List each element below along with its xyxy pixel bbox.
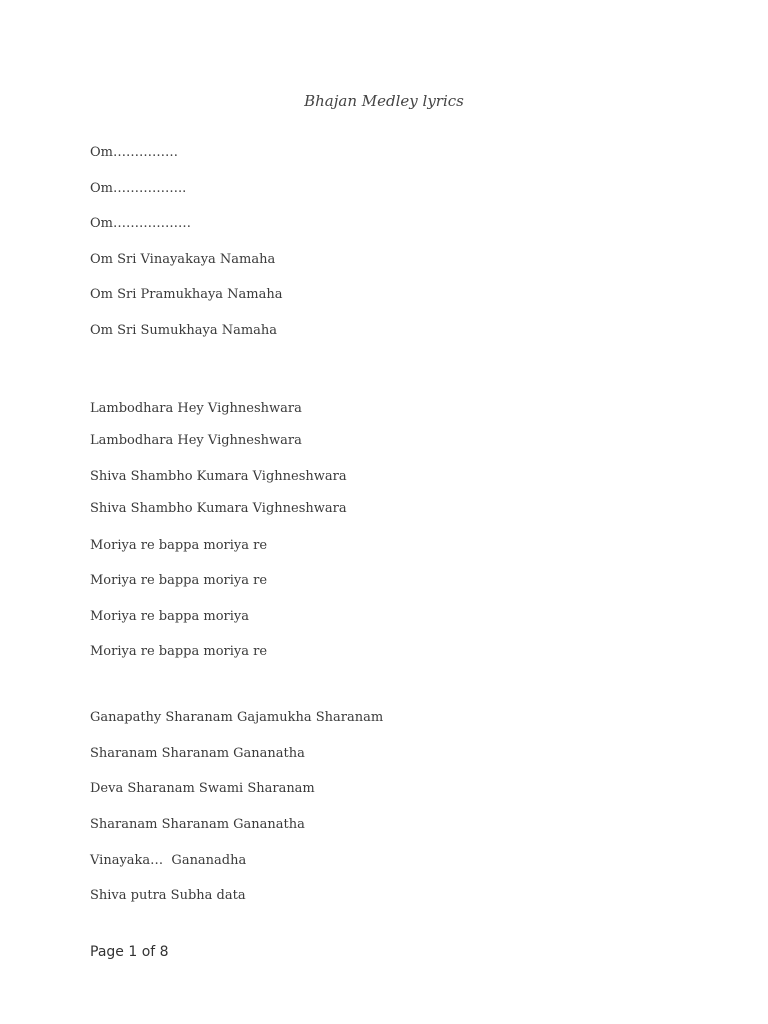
- lyric-line: Om……………: [90, 145, 178, 160]
- lyric-line: Moriya re bappa moriya: [90, 609, 249, 624]
- lyric-line: Moriya re bappa moriya re: [90, 538, 268, 553]
- page-number: Page 1 of 8: [90, 944, 169, 960]
- lyric-line: Om………………: [90, 216, 191, 231]
- lyric-line: Vinayaka… Gananadha: [90, 853, 247, 868]
- lyric-line: Ganapathy Sharanam Gajamukha Sharanam: [90, 710, 384, 725]
- lyric-line: Shiva Shambho Kumara Vighneshwara: [90, 469, 347, 484]
- lyric-line: Om……………..: [90, 181, 187, 196]
- lyric-line: Lambodhara Hey Vighneshwara: [90, 401, 302, 416]
- lyric-line: Shiva Shambho Kumara Vighneshwara: [90, 501, 347, 516]
- lyric-line: Sharanam Sharanam Gananatha: [90, 746, 305, 761]
- lyric-line: Om Sri Sumukhaya Namaha: [90, 323, 278, 338]
- lyric-line: Om Sri Pramukhaya Namaha: [90, 287, 283, 302]
- lyric-line: Deva Sharanam Swami Sharanam: [90, 781, 315, 796]
- lyric-line: Om Sri Vinayakaya Namaha: [90, 252, 276, 267]
- lyric-line: Moriya re bappa moriya re: [90, 644, 268, 659]
- lyric-line: Moriya re bappa moriya re: [90, 573, 268, 588]
- lyric-line: Shiva putra Subha data: [90, 888, 246, 903]
- lyric-line: Lambodhara Hey Vighneshwara: [90, 433, 302, 448]
- lyric-line: Sharanam Sharanam Gananatha: [90, 817, 305, 832]
- document-title: Bhajan Medley lyrics: [304, 92, 464, 110]
